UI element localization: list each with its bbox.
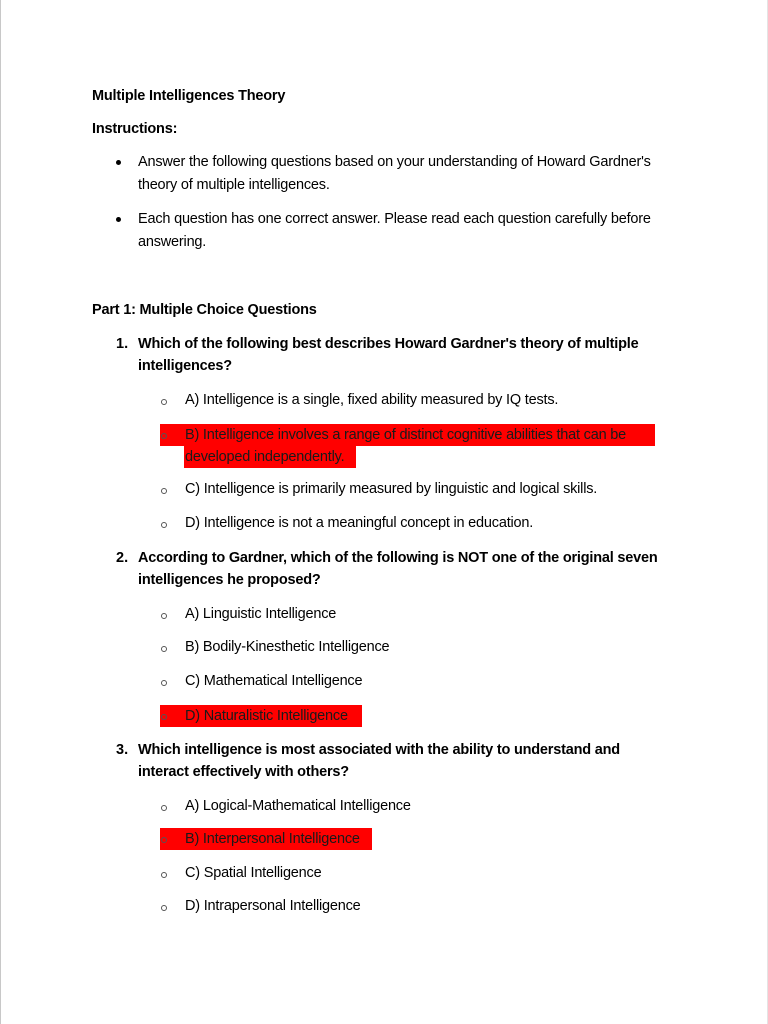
option-circle-icon <box>161 488 167 494</box>
option-circle-icon <box>161 905 167 911</box>
option-circle-icon <box>161 613 167 619</box>
q1-option-d: D) Intelligence is not a meaningful concept in education. <box>185 515 534 531</box>
option-circle-icon <box>161 837 167 843</box>
q3-option-d: D) Intrapersonal Intelligence <box>185 898 361 914</box>
option-circle-icon <box>161 680 167 686</box>
question-1-text-line-2: intelligences? <box>138 358 232 374</box>
document-title: Multiple Intelligences Theory <box>92 88 286 104</box>
question-3-text-line-2: interact effectively with others? <box>138 764 349 780</box>
question-3-text-line-1: Which intelligence is most associated with the ability to understand and <box>138 742 620 758</box>
q2-option-a: A) Linguistic Intelligence <box>185 606 337 622</box>
q3-option-b: B) Interpersonal Intelligence <box>185 831 360 847</box>
option-circle-icon <box>161 805 167 811</box>
bullet-icon <box>116 217 121 222</box>
q3-option-c: C) Spatial Intelligence <box>185 865 322 881</box>
option-circle-icon <box>161 646 167 652</box>
q2-option-d: D) Naturalistic Intelligence <box>185 708 348 724</box>
part-heading: Part 1: Multiple Choice Questions <box>92 302 317 318</box>
instruction-1-line-2: theory of multiple intelligences. <box>138 177 330 193</box>
question-2-number: 2. <box>116 550 129 566</box>
instruction-2-line-1: Each question has one correct answer. Please read each question carefully before <box>138 211 651 227</box>
option-circle-icon <box>161 399 167 405</box>
option-circle-icon <box>161 872 167 878</box>
question-2-text-line-1: According to Gardner, which of the following is NOT one of the original seven <box>138 550 658 566</box>
q3-option-a: A) Logical-Mathematical Intelligence <box>185 798 411 814</box>
question-2-text-line-2: intelligences he proposed? <box>138 572 321 588</box>
bullet-icon <box>116 160 121 165</box>
instructions-heading: Instructions: <box>92 121 178 137</box>
q1-option-b: B) Intelligence involves a range of distinct cognitive abilities that can be <box>185 427 627 443</box>
q1-option-c: C) Intelligence is primarily measured by linguistic and logical skills. <box>185 481 598 497</box>
instruction-1-line-1: Answer the following questions based on your understanding of Howard Gardner's <box>138 154 651 170</box>
question-1-number: 1. <box>116 336 129 352</box>
question-3-number: 3. <box>116 742 129 758</box>
q2-option-b: B) Bodily-Kinesthetic Intelligence <box>185 639 390 655</box>
option-circle-icon <box>161 714 167 720</box>
option-circle-icon <box>161 433 167 439</box>
q1-option-a: A) Intelligence is a single, fixed ability measured by IQ tests. <box>185 392 559 408</box>
question-1-text-line-1: Which of the following best describes Howard Gardner's theory of multiple <box>138 336 639 352</box>
q2-option-c: C) Mathematical Intelligence <box>185 673 363 689</box>
option-circle-icon <box>161 522 167 528</box>
q1-option-b-line-2: developed independently. <box>185 449 345 465</box>
instruction-2-line-2: answering. <box>138 234 207 250</box>
